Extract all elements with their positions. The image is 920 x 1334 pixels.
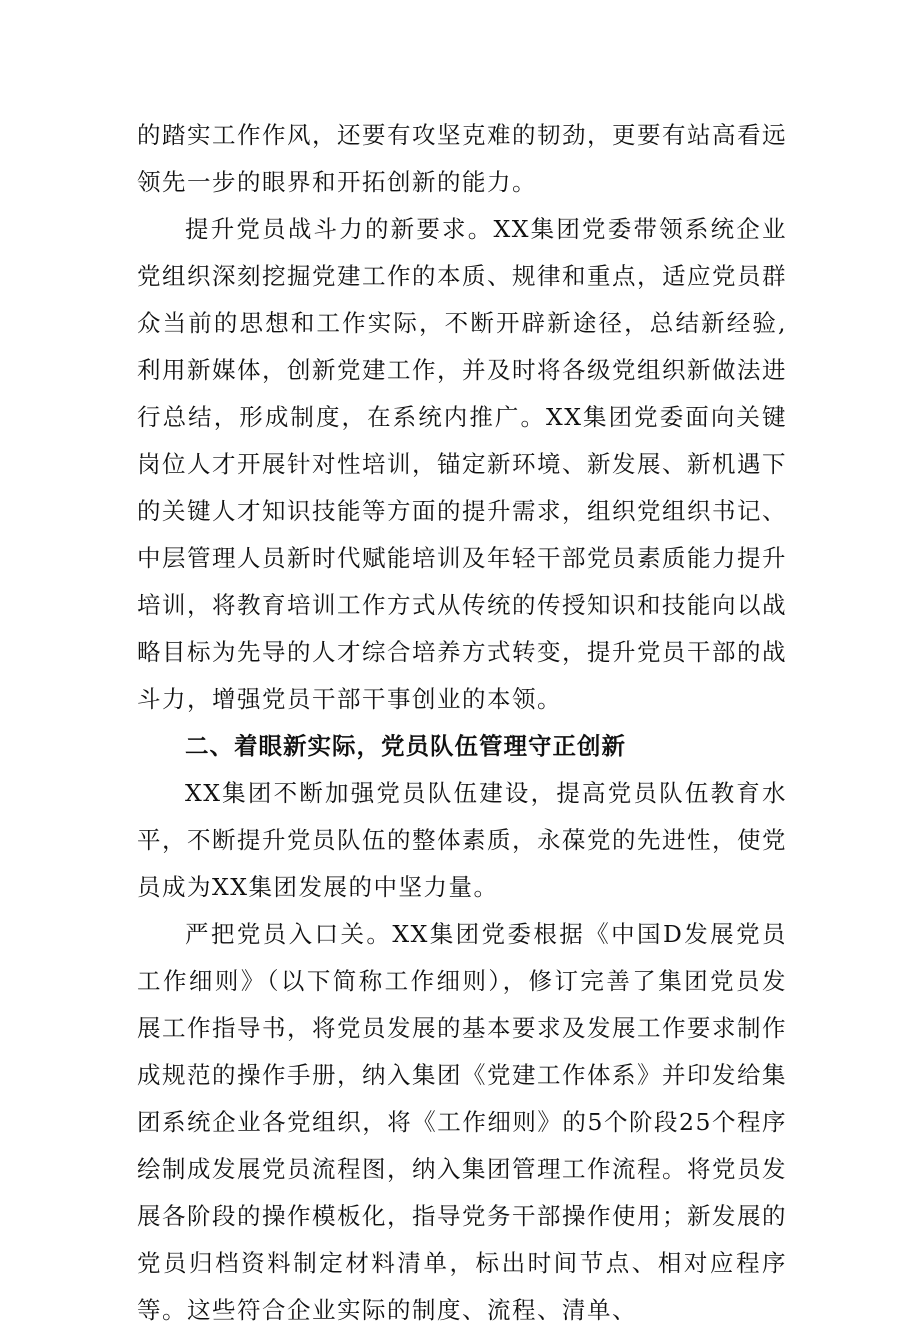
paragraph-admission-control: 严把党员入口关。XX集团党委根据《中国D发展党员工作细则》（以下简称工作细则），修订完善了集团党员发展工作指导书，将党员发展的基本要求及发展工作要求制作成规范的操作手册，纳入集团《党建工作体系》并印发给集团系统企业各党组织，将《工作细则》的5个阶段25个程序绘制成发展党员流程图，纳入集团管理工作流程。将党员发展各阶段的操作模板化，指导党务干部操作使用；新发展的党员归档资料制定材料清单，标出时间节点、相对应程序等。这些符合企业实际的制度、流程、清单、 [137,920,787,1324]
document-body [137,112,787,1334]
paragraph-party-member-combat: 提升党员战斗力的新要求。XX集团党委带领系统企业党组织深刻挖掘党建工作的本质、规律和重点，适应党员群众当前的思想和工作实际，不断开辟新途径，总结新经验,利用新媒体，创新党建工作，并及时将各级党组织新做法进行总结，形成制度，在系统内推广。XX集团党委面向关键岗位人才开展针对性培训，锚定新环境、新发展、新机遇下的关键人才知识技能等方面的提升需求，组织党组织书记、中层管理人员新时代赋能培训及年轻干部党员素质能力提升培训，将教育培训工作方式从传统的传授知识和技能向以战略目标为先导的人才综合培养方式转变，提升党员干部的战斗力，增强党员干部干事创业的本领。 [137,215,787,713]
section-heading-2: 二、着眼新实际，党员队伍管理守正创新 [185,732,626,760]
paragraph-team-building: XX集团不断加强党员队伍建设，提高党员队伍教育水平，不断提升党员队伍的整体素质，永葆党的先进性，使党员成为XX集团发展的中坚力量。 [137,779,787,901]
paragraph-continuation: 的踏实工作作风，还要有攻坚克难的韧劲，更要有站高看远领先一步的眼界和开拓创新的能力。 [137,121,787,196]
